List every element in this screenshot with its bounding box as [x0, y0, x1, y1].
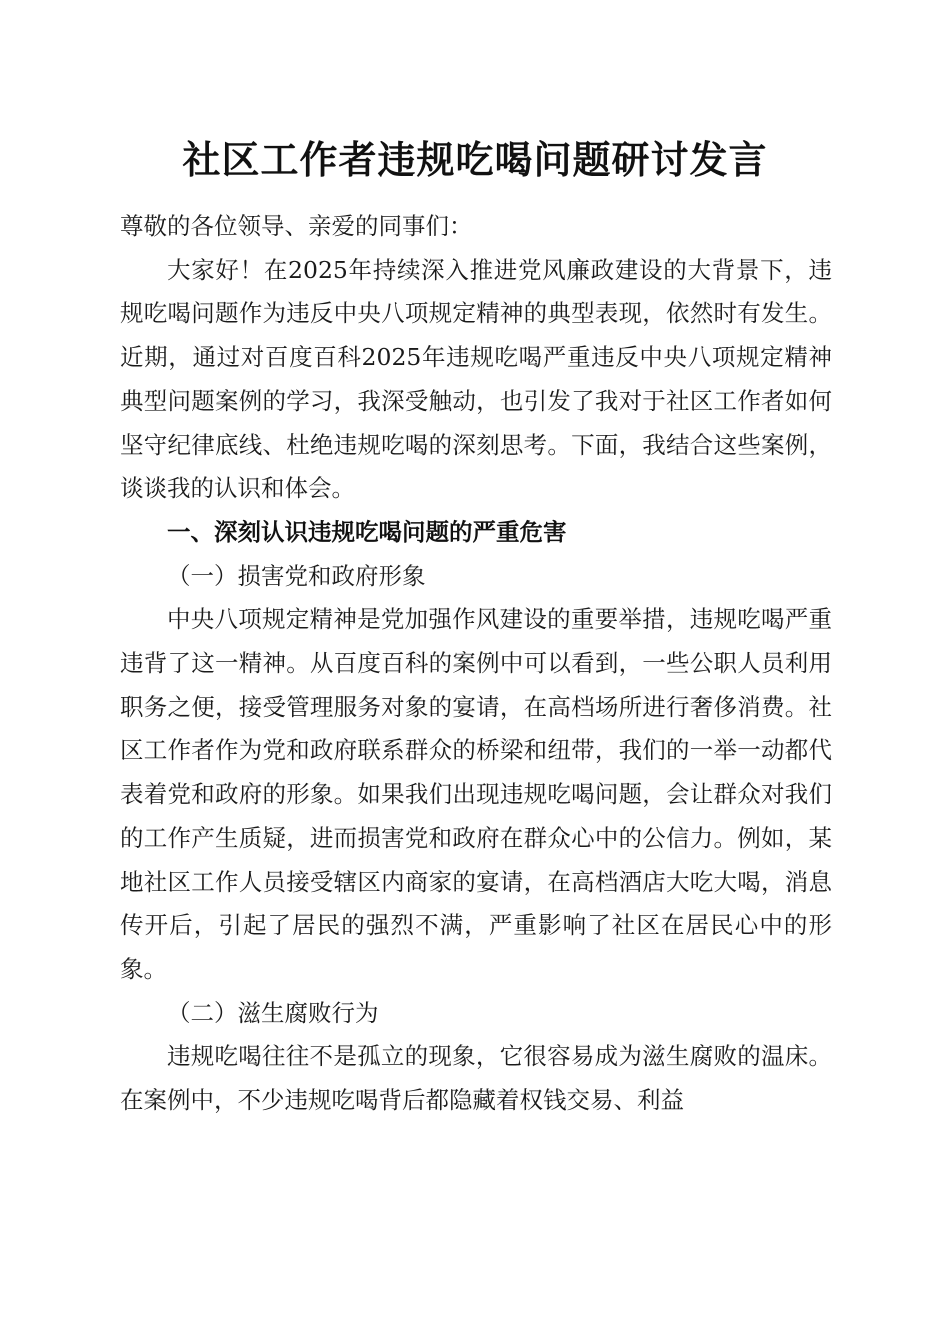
subsection-1-paragraph: 中央八项规定精神是党加强作风建设的重要举措，违规吃喝严重违背了这一精神。从百度百科的案例中可以看到，一些公职人员利用职务之便，接受管理服务对象的宴请，在高档场所进行奢侈消费。社区工作者作为党和政府联系群众的桥梁和纽带，我们的一举一动都代表着党和政府的形象。如果我们出现违规吃喝问题，会让群众对我们的工作产生质疑，进而损害党和政府在群众心中的公信力。例如，某地社区工作人员接受辖区内商家的宴请，在高档酒店大吃大喝，消息传开后，引起了居民的强烈不满，严重影响了社区在居民心中的形象。: [120, 605, 832, 983]
subsection-2-heading: （二）滋生腐败行为: [167, 998, 379, 1027]
document-body: [120, 205, 832, 1123]
subsection-1-heading: （一）损害党和政府形象: [167, 561, 426, 590]
intro-paragraph: 大家好！在2025年持续深入推进党风廉政建设的大背景下，违规吃喝问题作为违反中央八项规定精神的典型表现，依然时有发生。近期，通过对百度百科2025年违规吃喝严重违反中央八项规定精神典型问题案例的学习，我深受触动，也引发了我对于社区工作者如何坚守纪律底线、杜绝违规吃喝的深刻思考。下面，我结合这些案例，谈谈我的认识和体会。: [120, 255, 832, 503]
section-1-heading: 一、深刻认识违规吃喝问题的严重危害: [167, 517, 567, 546]
subsection-2-paragraph: 违规吃喝往往不是孤立的现象，它很容易成为滋生腐败的温床。在案例中，不少违规吃喝背后都隐藏着权钱交易、利益: [120, 1042, 832, 1115]
salutation: 尊敬的各位领导、亲爱的同事们：: [120, 212, 473, 240]
document-title: 社区工作者违规吃喝问题研讨发言: [182, 137, 768, 182]
